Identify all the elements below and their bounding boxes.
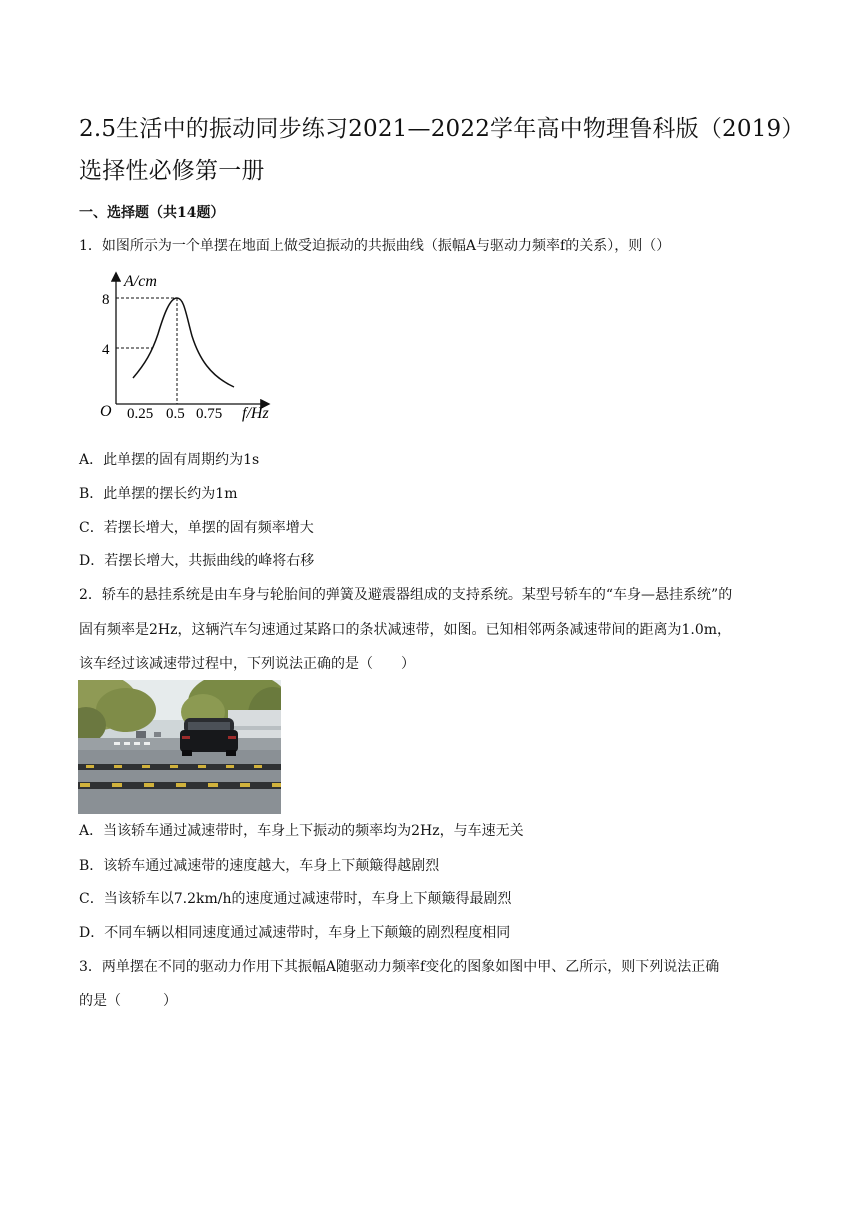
- q1-option-c: C．若摆长增大，单摆的固有频率增大: [79, 520, 314, 536]
- q2-option-b: B．该轿车通过减速带的速度越大，车身上下颠簸得越剧烈: [79, 858, 440, 874]
- question-2-stem-line2: 固有频率是2Hz，这辆汽车匀速通过某路口的条状减速带，如图。已知相邻两条减速带间的距离为1.0m，: [79, 622, 732, 638]
- q1-option-d: D．若摆长增大，共振曲线的峰将右移: [79, 553, 315, 569]
- q2-option-a: A．当该轿车通过减速带时，车身上下振动的频率均为2Hz，与车速无关: [79, 823, 524, 839]
- origin-label: O: [100, 403, 112, 420]
- question-2-stem-line1: 2．轿车的悬挂系统是由车身与轮胎间的弹簧及避震器组成的支持系统。某型号轿车的“车身—悬挂系统”的: [79, 587, 733, 603]
- document-title-line1: 2.5生活中的振动同步练习2021—2022学年高中物理鲁科版（2019）: [79, 116, 805, 142]
- q2-option-d: D．不同车辆以相同速度通过减速带时，车身上下颠簸的剧烈程度相同: [79, 925, 511, 941]
- document-title-line2: 选择性必修第一册: [79, 158, 265, 184]
- x-tick-0.5: 0.5: [166, 406, 185, 422]
- y-axis-label: A/cm: [124, 273, 157, 290]
- section-heading: 一、选择题（共14题）: [79, 205, 225, 221]
- x-axis-label: f/Hz: [242, 405, 269, 422]
- q1-option-b: B．此单摆的摆长约为1m: [79, 486, 238, 502]
- resonance-curve-figure: [100, 268, 280, 428]
- question-3-stem-line1: 3．两单摆在不同的驱动力作用下其振幅A随驱动力频率f变化的图象如图中甲、乙所示，则下列说法正确: [79, 959, 720, 975]
- q1-option-a: A．此单摆的固有周期约为1s: [79, 452, 260, 468]
- resonance-curve: [133, 298, 234, 387]
- question-1-stem: 1．如图所示为一个单摆在地面上做受迫振动的共振曲线（振幅A与驱动力频率f的关系），则（）: [79, 238, 671, 254]
- q2-option-c: C．当该轿车以7.2km/h的速度通过减速带时，车身上下颠簸得最剧烈: [79, 891, 512, 907]
- y-tick-4: 4: [102, 342, 110, 358]
- x-tick-0.75: 0.75: [196, 406, 223, 422]
- y-tick-8: 8: [102, 292, 110, 308]
- x-tick-0.25: 0.25: [127, 406, 154, 422]
- speed-bump-photo: [78, 680, 281, 814]
- question-3-stem-line2: 的是（ ）: [79, 993, 177, 1009]
- question-2-stem-line3: 该车经过该减速带过程中，下列说法正确的是（ ）: [79, 656, 415, 672]
